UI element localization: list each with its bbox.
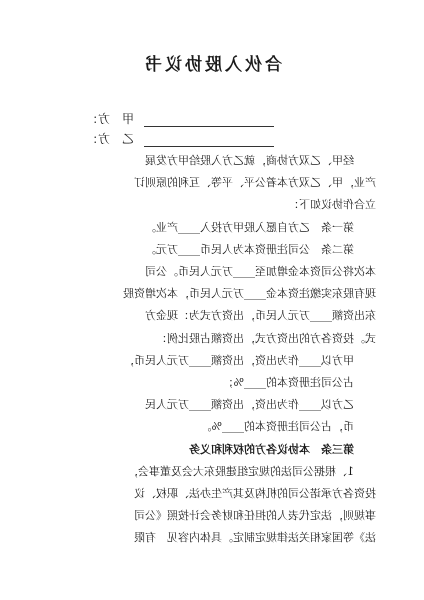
party-b-blank-line bbox=[144, 135, 274, 147]
body-line: 产业，甲、乙双方本着公平、平等、互利的原则订 bbox=[134, 176, 376, 190]
body-line: 事规则，法定代表人的担任和财务会计按照《公司 bbox=[134, 509, 376, 523]
party-b-contribution: 乙方以____作为出资，出资额____万元人民 bbox=[145, 398, 354, 412]
agreement-body bbox=[44, 150, 376, 550]
body-line: 占公司注册资本的____%； bbox=[222, 376, 354, 390]
party-a-label: 甲 方： bbox=[85, 112, 134, 126]
article-3-heading: 第三条 本协议各方的权利和义务 bbox=[189, 442, 354, 456]
article-2: 第二条 公司注册资本为人民币____万元。 bbox=[145, 242, 354, 256]
article-1: 第一条 乙方自愿入股甲方投入____产业。 bbox=[145, 220, 354, 234]
body-line: 投资各方承诺公司的机构及其产生办法、职权、议 bbox=[134, 487, 376, 501]
body-line: 东出资额____万元人民币，出资方式为：现金方 bbox=[145, 309, 376, 323]
body-line: 币，占公司注册资本的____%。 bbox=[200, 420, 354, 434]
clause-1: 1、根据公司法的规定组建股东大会及董事会， bbox=[127, 464, 354, 478]
body-line: 现有股东实缴注资本金____万元人民币，本次增资股 bbox=[123, 287, 376, 301]
party-a-blank-line bbox=[144, 115, 274, 127]
party-a-contribution: 甲方以____作为出资，出资额____万元人民币， bbox=[123, 353, 354, 367]
body-line: 经甲、乙双方协商，就乙方入股给甲方发展 bbox=[145, 154, 354, 167]
document-title: 合伙入股协议书 bbox=[142, 55, 282, 75]
party-b-label: 乙 方： bbox=[85, 132, 134, 146]
party-b-field bbox=[86, 130, 274, 147]
party-a-field bbox=[86, 110, 274, 127]
body-line: 本次将公司资本金增加至____万元人民币。公司 bbox=[145, 265, 376, 279]
body-line: 法》等国家相关法律规定制定。具体内容见 有限 bbox=[134, 531, 376, 545]
body-line: 立合作协议如下： bbox=[288, 198, 376, 212]
body-line: 式。投资各方的出资方式，出资额占股比例： bbox=[156, 331, 376, 345]
